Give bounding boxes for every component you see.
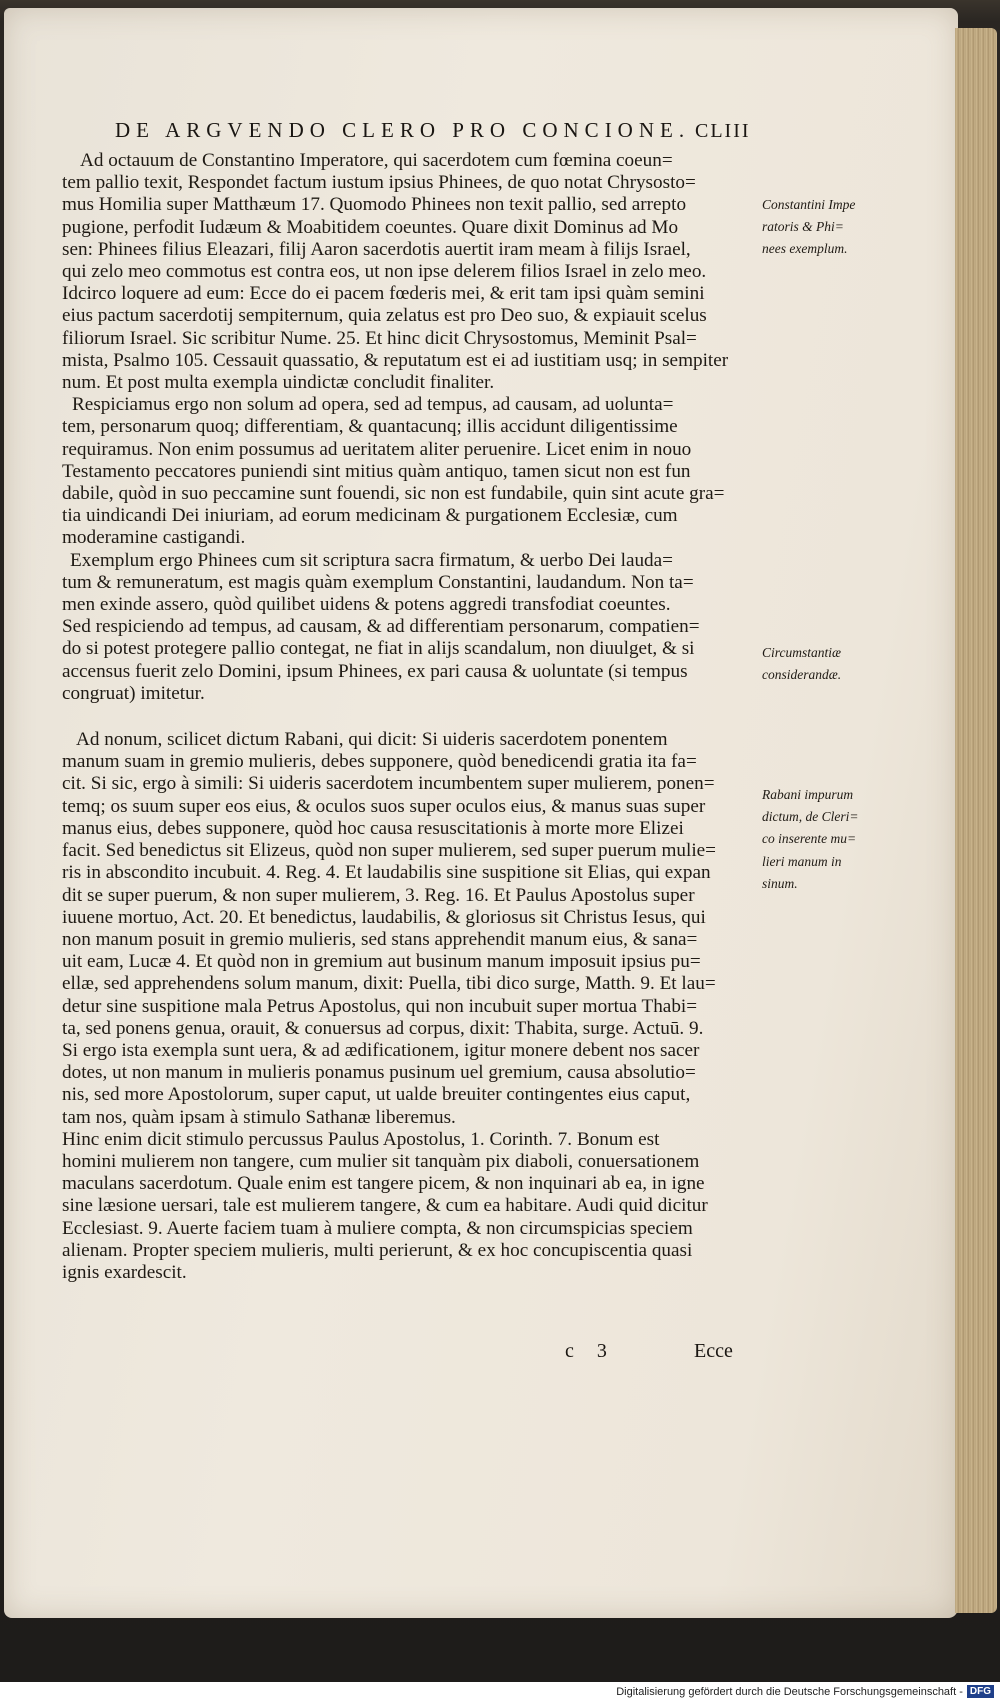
page-fore-edge xyxy=(955,28,997,1613)
text-line: Ad octauum de Constantino Imperatore, qui sacerdotem cum fœmina coeun= xyxy=(80,150,673,171)
text-line: Sed respiciendo ad tempus, ad causam, & ad differentiam personarum, compatien= xyxy=(62,616,700,638)
text-line: sine læsione uersari, tale est mulierem tangere, & cum ea habitare. Audi quid dicitur xyxy=(62,1195,708,1217)
text-line: filiorum Israel. Sic scribitur Nume. 25. Et hinc dicit Chrysostomus, Meminit Psal= xyxy=(62,327,697,349)
signature-mark: c 3 xyxy=(565,1340,607,1362)
paragraph xyxy=(62,550,762,705)
running-head: DE ARGVENDO CLERO PRO CONCIONE. xyxy=(115,118,691,142)
text-line: tam nos, quàm ipsam à stimulo Sathanæ liberemus. xyxy=(62,1106,456,1128)
text-line: mista, Psalmo 105. Cessauit quassatio, & reputatum est ei ad iustitiam usq; in sempiter xyxy=(62,349,729,371)
text-line: detur sine suspitione mala Petrus Apostolus, qui non incubuit super mortua Thabi= xyxy=(62,995,698,1017)
paragraph xyxy=(62,394,762,549)
text-line: sen: Phinees filius Eleazari, filij Aaron sacerdotis auertit iram meam à filijs Israel, xyxy=(62,238,691,260)
catchword: Ecce xyxy=(694,1340,733,1362)
text-line: nis, sed more Apostolorum, super caput, ut ualde breuiter contingentes eius caput, xyxy=(62,1084,691,1106)
text-line: tia uindicandi Dei iniuriam, ad eorum medicinam & purgationem Ecclesiæ, cum xyxy=(62,505,678,527)
margin-note-line: co inserente mu= xyxy=(762,831,857,847)
dfg-logo: DFG xyxy=(967,1685,994,1698)
text-line: Si ergo ista exempla sunt uera, & ad ædificationem, igitur monere debent nos sacer xyxy=(62,1039,700,1061)
text-line: Idcirco loquere ad eum: Ecce do ei pacem fœderis mei, & erit tam ipsi quàm semini xyxy=(62,283,705,305)
paragraph xyxy=(62,729,762,1129)
text-line: Hinc enim dicit stimulo percussus Paulus Apostolus, 1. Corinth. 7. Bonum est xyxy=(62,1128,660,1150)
text-line: ignis exardescit. xyxy=(62,1261,187,1283)
text-line: Testamento peccatores puniendi sint mitius quàm antiquo, tamen sicut non est fun xyxy=(62,460,691,482)
text-line: uit eam, Lucæ 4. Et quòd non in gremium aut businum manum imposuit ipsius pu= xyxy=(62,951,701,973)
folio-number: CLIII xyxy=(695,120,751,142)
margin-note-line: Constantini Impe xyxy=(762,197,856,212)
text-line: Ecclesiast. 9. Auerte faciem tuam à muliere compta, & non circumspicias speciem xyxy=(62,1217,693,1239)
margin-note-rabani xyxy=(762,784,957,895)
text-line: Exemplum ergo Phinees cum sit scriptura sacra firmatum, & uerbo Dei lauda= xyxy=(70,549,673,571)
text-line: do si potest protegere pallio contegat, ne fiat in alijs scandalum, non diuulget, & si xyxy=(62,638,695,660)
text-line: pugione, perfodit Iudæum & Moabitidem coeuntes. Quare dixit Dominus ad Mo xyxy=(62,216,679,238)
text-line: manus eius, debes supponere, quòd hoc causa resuscitationis à morte more Elizei xyxy=(62,817,684,839)
text-line: manum suam in gremio mulieris, debes supponere, quòd benedicendi gratia ita fa= xyxy=(62,751,697,773)
margin-note-circumstantiae xyxy=(762,642,957,686)
text-line: tum & remuneratum, est magis quàm exemplum Constantini, laudandum. Non ta= xyxy=(62,571,694,593)
margin-note-line: sinum. xyxy=(762,875,798,891)
text-line: tem pallio texit, Respondet factum iustum ipsius Phinees, de quo notat Chrysosto= xyxy=(62,172,696,194)
credit-text: Digitalisierung gefördert durch die Deutsche Forschungsgemeinschaft - xyxy=(616,1685,963,1698)
margin-note-line: lieri manum in xyxy=(762,853,842,869)
paragraph-gap xyxy=(62,705,762,729)
margin-note-line: ratoris & Phi= xyxy=(762,219,844,235)
text-line: moderamine castigandi. xyxy=(62,527,246,549)
text-line: mus Homilia super Matthæum 17. Quomodo Phinees non texit pallio, sed arrepto xyxy=(62,194,687,216)
margin-note-line: considerandæ. xyxy=(762,667,842,683)
text-line: alienam. Propter speciem mulieris, multi perierunt, & ex hoc concupiscentia quasi xyxy=(62,1239,693,1261)
text-line: maculans sacerdotum. Quale enim est tangere picem, & non inquinari ab ea, in igne xyxy=(62,1173,705,1195)
text-line: eius pactum sacerdotij sempiternum, quia zelatus est pro Deo suo, & expiauit scelus xyxy=(62,305,707,327)
text-line: men exinde assero, quòd quilibet uidens & potens aggredi transfodiat coeuntes. xyxy=(62,594,671,616)
text-line: iuuene mortuo, Act. 20. Et benedictus, laudabilis, & gloriosus sit Christus Iesus, qui xyxy=(62,906,706,928)
text-line: ris in abscondito incubuit. 4. Reg. 4. Et laudabilis sine suspitione sit Elias, qui expan xyxy=(62,862,711,884)
text-line: congruat) imitetur. xyxy=(62,682,205,704)
text-line: qui zelo meo commotus est contra eos, ut non ipse delerem filios Israel in zelo meo. xyxy=(62,261,707,283)
text-line: dit se super puerum, & non super mulierem, 3. Reg. 16. Et Paulus Apostolus super xyxy=(62,884,695,906)
paragraph xyxy=(62,150,762,394)
paragraph xyxy=(62,1129,762,1284)
text-line: dotes, ut non manum in mulieris ponamus pusinum uel gremium, causa absolutio= xyxy=(62,1062,696,1084)
margin-note-constantini xyxy=(762,194,957,261)
text-line: facit. Sed benedictus sit Elizeus, quòd non super mulierem, sed super puerum mulie= xyxy=(62,840,716,862)
margin-note-line: nees exemplum. xyxy=(762,241,848,257)
text-line: non manum posuit in gremio mulieris, sed stans apprehendit manum eius, & sana= xyxy=(62,928,698,950)
body-text xyxy=(62,150,762,1284)
text-line: tem, personarum quoq; differentiam, & quantacunq; illis accidunt diligentissime xyxy=(62,416,678,438)
margin-note-line: dictum, de Cleri= xyxy=(762,809,859,825)
text-line: homini mulierem non tangere, cum mulier sit tanquàm pix diaboli, conuersationem xyxy=(62,1150,700,1172)
text-line: accensus fuerit zelo Domini, ipsum Phinees, ex pari causa & uoluntate (si tempus xyxy=(62,660,688,682)
text-line: dabile, quòd in suo peccamine sunt fouendi, sic non est fundabile, quin sint acute gra= xyxy=(62,483,725,505)
margin-note-line: Circumstantiæ xyxy=(762,645,842,660)
text-line: requiramus. Non enim possumus ad ueritatem aliter peruenire. Licet enim in nouo xyxy=(62,438,692,460)
text-line: ellæ, sed apprehendens solum manum, dixit: Puella, tibi dico surge, Matth. 9. Et lau= xyxy=(62,973,716,995)
text-line: ta, sed ponens genua, orauit, & conuersus ad corpus, dixit: Thabita, surge. Actuū. 9. xyxy=(62,1017,704,1039)
credit-bar xyxy=(0,1682,1000,1701)
text-line: Ad nonum, scilicet dictum Rabani, qui dicit: Si uideris sacerdotem ponentem xyxy=(76,729,668,751)
margin-note-line: Rabani impurum xyxy=(762,787,854,802)
text-line: Respiciamus ergo non solum ad opera, sed ad tempus, ad causam, ad uolunta= xyxy=(72,394,674,416)
text-line: temq; os suum super eos eius, & oculos suos super oculos eius, & manus suas super xyxy=(62,795,706,817)
text-line: cit. Si sic, ergo à simili: Si uideris sacerdotem incumbentem super mulierem, ponen= xyxy=(62,773,715,795)
text-line: num. Et post multa exempla uindictæ concludit finaliter. xyxy=(62,372,495,394)
